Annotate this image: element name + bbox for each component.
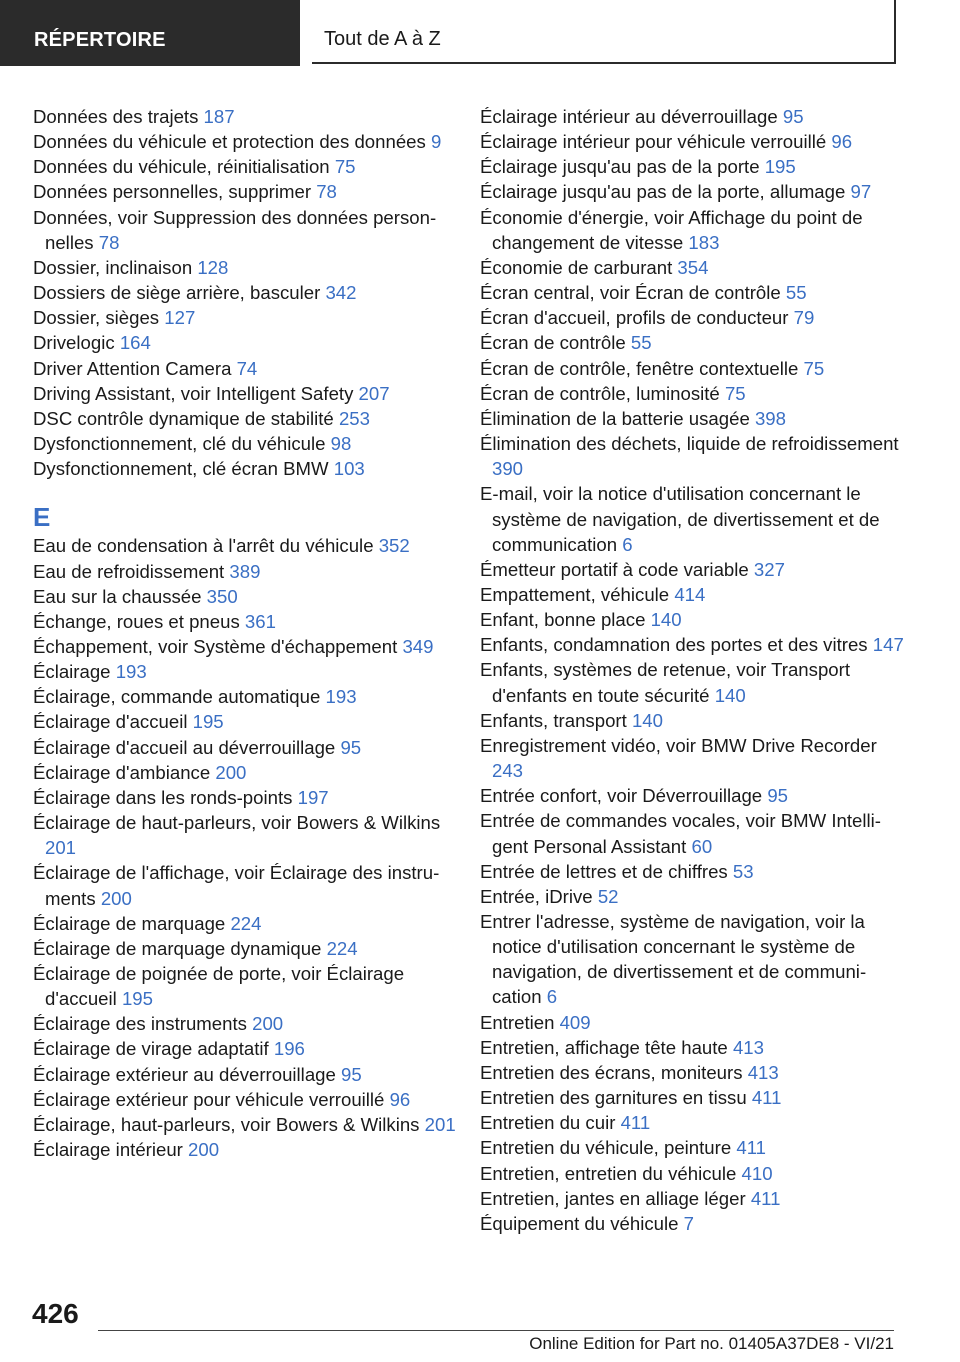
index-entry-text: Entrée confort, voir Déverrouillage bbox=[480, 785, 763, 807]
index-entry-text: Enfants, condamnation des portes et des vitres bbox=[480, 634, 868, 656]
index-entry bbox=[480, 406, 908, 431]
index-entry-page-link[interactable]: 98 bbox=[330, 433, 352, 455]
index-entry bbox=[33, 860, 461, 910]
index-entry-text: Éclairage jusqu'au pas de la porte bbox=[480, 156, 760, 178]
index-entry-page-link[interactable]: 193 bbox=[325, 686, 357, 708]
section-letter: E bbox=[33, 502, 51, 533]
index-entry-page-link[interactable]: 327 bbox=[753, 558, 785, 580]
index-entry bbox=[480, 305, 908, 330]
index-entry-page-link[interactable]: 55 bbox=[630, 332, 652, 354]
index-entry-page-link[interactable]: 164 bbox=[119, 332, 151, 354]
index-entry-page-link[interactable]: 140 bbox=[714, 684, 746, 706]
index-entry bbox=[480, 1010, 908, 1035]
index-entry-text: Éclairage intérieur au déverrouillage bbox=[480, 106, 778, 127]
index-entry-page-link[interactable]: 361 bbox=[244, 610, 276, 632]
index-entry-text: Entrer l'adresse, système de navigation, voir la notice d'utilisation concernant le système de navigation, de divertissement et de communication bbox=[480, 911, 867, 1008]
index-entry-page-link[interactable]: 354 bbox=[677, 256, 709, 278]
index-entry bbox=[480, 104, 908, 129]
index-entry-page-link[interactable]: 195 bbox=[121, 988, 153, 1010]
index-entry-text: Éclairage de marquage dynamique bbox=[33, 937, 322, 959]
index-entry bbox=[480, 1060, 908, 1085]
index-entry bbox=[480, 1085, 908, 1110]
index-entry bbox=[480, 255, 908, 280]
index-entry bbox=[33, 255, 461, 280]
index-entry-text: Élimination de la batterie usagée bbox=[480, 407, 750, 429]
index-entry bbox=[33, 659, 461, 684]
index-entry-page-link[interactable]: 183 bbox=[688, 231, 720, 253]
index-entry-page-link[interactable]: 342 bbox=[325, 282, 357, 304]
index-entry bbox=[480, 657, 908, 707]
index-entry bbox=[480, 1035, 908, 1060]
index-entry-text: Éclairage de haut-parleurs, voir Bowers & Wilkins bbox=[33, 812, 441, 834]
index-entry-text: Entretien, jantes en alliage léger bbox=[480, 1187, 746, 1209]
index-entry bbox=[480, 1135, 908, 1160]
index-entry bbox=[33, 735, 461, 760]
index-entry bbox=[480, 557, 908, 582]
index-entry-page-link[interactable]: 224 bbox=[230, 912, 262, 934]
index-entry-text: Entretien du cuir bbox=[480, 1112, 616, 1134]
index-entry-page-link[interactable]: 411 bbox=[736, 1137, 767, 1159]
index-entry bbox=[480, 909, 908, 1010]
index-column-left bbox=[33, 104, 461, 1162]
index-entry bbox=[33, 330, 461, 355]
index-entry-page-link[interactable]: 75 bbox=[334, 156, 356, 178]
index-entry-page-link[interactable]: 349 bbox=[402, 635, 434, 657]
index-entry bbox=[33, 1011, 461, 1036]
index-entry-text: Données des trajets bbox=[33, 106, 199, 127]
index-entry-page-link[interactable]: 197 bbox=[297, 786, 329, 808]
index-entry-text: Données personnelles, supprimer bbox=[33, 181, 312, 203]
index-entry-page-link[interactable]: 389 bbox=[229, 560, 261, 582]
index-entry-page-link[interactable]: 193 bbox=[115, 661, 147, 683]
index-entry bbox=[480, 708, 908, 733]
index-entry-page-link[interactable]: 74 bbox=[236, 357, 258, 379]
index-entry bbox=[33, 911, 461, 936]
index-entry bbox=[33, 760, 461, 785]
index-entry-page-link[interactable]: 103 bbox=[333, 458, 365, 480]
index-entry-page-link[interactable]: 52 bbox=[597, 885, 619, 907]
index-entry bbox=[480, 280, 908, 305]
index-entry bbox=[33, 709, 461, 734]
index-entry-text: Éclairage d'accueil au déverrouillage bbox=[33, 736, 336, 758]
index-entry bbox=[480, 381, 908, 406]
index-entry-text: Éclairage bbox=[33, 661, 111, 683]
index-entry bbox=[480, 1161, 908, 1186]
index-entry-page-link[interactable]: 147 bbox=[872, 634, 904, 656]
index-group-e bbox=[33, 533, 461, 1162]
index-entry-text: Éclairage, haut-parleurs, voir Bowers & Wilkins bbox=[33, 1113, 420, 1135]
index-entry bbox=[480, 1211, 908, 1236]
index-entry-text: Entretien des écrans, moniteurs bbox=[480, 1061, 743, 1083]
index-entry-text: Dysfonctionnement, clé du véhicule bbox=[33, 433, 326, 455]
index-entry-text: Éclairage de marquage bbox=[33, 912, 226, 934]
index-entry-page-link[interactable]: 200 bbox=[100, 887, 132, 909]
index-entry-text: Économie de carburant bbox=[480, 256, 673, 278]
index-entry-text: Driving Assistant, voir Intelligent Safety bbox=[33, 382, 354, 404]
index-entry-page-link[interactable]: 413 bbox=[732, 1036, 764, 1058]
index-entry bbox=[480, 431, 908, 481]
index-entry-text: Dysfonctionnement, clé écran BMW bbox=[33, 458, 329, 480]
index-entry bbox=[480, 154, 908, 179]
index-entry-page-link[interactable]: 75 bbox=[724, 382, 746, 404]
index-entry bbox=[480, 808, 908, 858]
index-entry-page-link[interactable]: 350 bbox=[206, 585, 238, 607]
index-entry-page-link[interactable]: 140 bbox=[631, 709, 663, 731]
index-entry-text: Entrée de lettres et de chiffres bbox=[480, 860, 728, 882]
index-entry-page-link[interactable]: 96 bbox=[831, 131, 853, 153]
index-entry-page-link[interactable]: 195 bbox=[764, 156, 796, 178]
index-entry-page-link[interactable]: 53 bbox=[732, 860, 754, 882]
index-column-right bbox=[480, 104, 908, 1236]
index-entry-text: Données du véhicule, réinitialisation bbox=[33, 156, 330, 178]
index-entry-text: Données, voir Suppression des données personnelles bbox=[33, 206, 437, 253]
index-entry-page-link[interactable]: 352 bbox=[378, 535, 410, 557]
index-entry-page-link[interactable]: 127 bbox=[164, 307, 196, 329]
index-entry-text: Drivelogic bbox=[33, 332, 115, 354]
index-entry-text: Éclairage intérieur pour véhicule verrouillé bbox=[480, 131, 827, 153]
index-entry-text: Échange, roues et pneus bbox=[33, 610, 240, 632]
index-entry bbox=[33, 280, 461, 305]
index-entry-text: Écran de contrôle bbox=[480, 332, 626, 354]
index-entry-page-link[interactable]: 201 bbox=[424, 1113, 456, 1135]
index-entry bbox=[33, 205, 461, 255]
index-entry bbox=[33, 356, 461, 381]
index-entry-page-link[interactable]: 196 bbox=[273, 1038, 305, 1060]
index-entry-page-link[interactable]: 75 bbox=[803, 357, 825, 379]
index-entry-page-link[interactable]: 200 bbox=[188, 1139, 220, 1161]
index-entry-text: Entretien du véhicule, peinture bbox=[480, 1137, 732, 1159]
index-entry bbox=[33, 1087, 461, 1112]
index-entry bbox=[480, 1110, 908, 1135]
index-entry-text: Données du véhicule et protection des données bbox=[33, 131, 426, 153]
index-entry-text: Éclairage d'accueil bbox=[33, 711, 188, 733]
index-entry bbox=[33, 961, 461, 1011]
index-entry-page-link[interactable]: 6 bbox=[622, 533, 633, 555]
index-entry-page-link[interactable]: 9 bbox=[430, 131, 442, 153]
index-entry-text: Écran central, voir Écran de contrôle bbox=[480, 282, 781, 304]
index-entry-text: Empattement, véhicule bbox=[480, 583, 670, 605]
page-number: 426 bbox=[32, 1298, 79, 1329]
index-entry bbox=[33, 154, 461, 179]
index-entry-page-link[interactable]: 97 bbox=[850, 181, 872, 203]
index-entry bbox=[33, 431, 461, 456]
index-entry-text: Élimination des déchets, liquide de refroidissement bbox=[480, 433, 899, 455]
index-entry bbox=[33, 609, 461, 634]
index-entry-page-link[interactable]: 78 bbox=[98, 231, 120, 253]
index-entry bbox=[33, 1062, 461, 1087]
index-entry bbox=[480, 179, 908, 204]
index-entry bbox=[33, 456, 461, 481]
index-entry bbox=[480, 733, 908, 783]
index-entry-text: Éclairage jusqu'au pas de la porte, allumage bbox=[480, 181, 846, 203]
index-entry-text: Écran d'accueil, profils de conducteur bbox=[480, 307, 789, 329]
index-entry-text: Éclairage des instruments bbox=[33, 1013, 247, 1035]
header-title-box bbox=[312, 0, 896, 64]
index-entry-text: Dossier, inclinaison bbox=[33, 256, 193, 278]
index-entry bbox=[33, 104, 461, 129]
index-entry-text: DSC contrôle dynamique de stabilité bbox=[33, 407, 334, 429]
index-entry bbox=[33, 406, 461, 431]
index-entry-page-link[interactable]: 409 bbox=[559, 1011, 591, 1033]
index-entry bbox=[480, 607, 908, 632]
index-entry-text: Eau de refroidissement bbox=[33, 560, 225, 582]
index-entry-text: Enfants, transport bbox=[480, 709, 627, 731]
section-tab: RÉPERTOIRE bbox=[0, 0, 300, 66]
index-entry-text: Dossier, sièges bbox=[33, 307, 160, 329]
index-entry-page-link[interactable]: 187 bbox=[203, 106, 235, 127]
footer-rule bbox=[98, 1330, 894, 1331]
index-entry-text: Éclairage extérieur pour véhicule verrouillé bbox=[33, 1088, 385, 1110]
index-entry-text: Éclairage de poignée de porte, voir Éclairage d'accueil bbox=[33, 963, 405, 1010]
index-entry bbox=[33, 1036, 461, 1061]
page-header bbox=[0, 0, 960, 66]
index-entry bbox=[33, 584, 461, 609]
index-entry-text: Enregistrement vidéo, voir BMW Drive Recorder bbox=[480, 734, 877, 756]
index-entry-page-link[interactable]: 398 bbox=[754, 407, 786, 429]
index-entry-page-link[interactable]: 78 bbox=[316, 181, 337, 203]
index-entry-text: Eau sur la chaussée bbox=[33, 585, 202, 607]
index-entry bbox=[480, 330, 908, 355]
index-entry-page-link[interactable]: 390 bbox=[492, 458, 524, 480]
index-entry-page-link[interactable]: 195 bbox=[192, 711, 224, 733]
index-entry-page-link[interactable]: 96 bbox=[389, 1088, 411, 1110]
index-entry-text: Éclairage d'ambiance bbox=[33, 761, 211, 783]
footer-edition: Online Edition for Part no. 01405A37DE8 - VI/21 bbox=[529, 1334, 894, 1353]
index-entry bbox=[480, 205, 908, 255]
index-entry bbox=[480, 884, 908, 909]
index-entry-page-link[interactable]: 410 bbox=[741, 1162, 773, 1184]
index-entry-page-link[interactable]: 95 bbox=[341, 1063, 362, 1085]
index-entry-page-link[interactable]: 413 bbox=[747, 1061, 779, 1083]
index-entry-text: Enfant, bonne place bbox=[480, 609, 646, 631]
index-entry-page-link[interactable]: 95 bbox=[782, 106, 804, 127]
index-entry-page-link[interactable]: 95 bbox=[767, 785, 788, 807]
index-entry bbox=[33, 634, 461, 659]
index-entry-page-link[interactable]: 60 bbox=[691, 835, 713, 857]
index-entry-page-link[interactable]: 95 bbox=[340, 736, 362, 758]
index-entry bbox=[33, 381, 461, 406]
index-entry-text: Éclairage de virage adaptatif bbox=[33, 1038, 269, 1060]
index-entry-page-link[interactable]: 411 bbox=[620, 1112, 651, 1134]
index-entry-page-link[interactable]: 79 bbox=[793, 307, 815, 329]
index-entry-text: Échappement, voir Système d'échappement bbox=[33, 635, 398, 657]
index-entry-text: Enfants, systèmes de retenue, voir Transport d'enfants en toute sécurité bbox=[480, 659, 850, 706]
index-entry bbox=[480, 481, 908, 556]
index-entry bbox=[33, 684, 461, 709]
index-entry bbox=[480, 582, 908, 607]
index-entry-text: Entretien bbox=[480, 1011, 555, 1033]
index-entry-text: Entretien, entretien du véhicule bbox=[480, 1162, 737, 1184]
index-entry-text: Éclairage de l'affichage, voir Éclairage des instruments bbox=[33, 862, 440, 909]
index-entry-page-link[interactable]: 7 bbox=[683, 1212, 694, 1234]
index-entry-page-link[interactable]: 207 bbox=[358, 382, 390, 404]
index-entry-text: Écran de contrôle, fenêtre contextuelle bbox=[480, 357, 799, 379]
index-entry-text: Entretien, affichage tête haute bbox=[480, 1036, 728, 1058]
index-entry-page-link[interactable]: 6 bbox=[546, 986, 558, 1008]
index-entry bbox=[33, 129, 461, 154]
index-entry bbox=[33, 810, 461, 860]
index-entry bbox=[33, 785, 461, 810]
index-entry-page-link[interactable]: 224 bbox=[326, 937, 358, 959]
index-entry bbox=[480, 632, 908, 657]
index-entry bbox=[480, 129, 908, 154]
index-entry bbox=[480, 859, 908, 884]
index-entry bbox=[33, 936, 461, 961]
index-entry bbox=[33, 179, 461, 204]
index-entry-text: Eau de condensation à l'arrêt du véhicule bbox=[33, 535, 374, 557]
index-entry-page-link[interactable]: 411 bbox=[751, 1087, 782, 1109]
index-entry-page-link[interactable]: 414 bbox=[674, 583, 706, 605]
index-group-d bbox=[33, 104, 461, 481]
index-entry-text: Entretien des garnitures en tissu bbox=[480, 1087, 747, 1109]
index-entry bbox=[33, 1112, 461, 1137]
index-entry-text: Dossiers de siège arrière, basculer bbox=[33, 282, 321, 304]
index-entry-text: Entrée de commandes vocales, voir BMW Intelligent Personal Assistant bbox=[480, 810, 881, 857]
index-entry-page-link[interactable]: 253 bbox=[338, 407, 370, 429]
index-entry-text: Équipement du véhicule bbox=[480, 1212, 679, 1234]
index-entry-page-link[interactable]: 200 bbox=[252, 1013, 284, 1035]
index-entry-text: Économie d'énergie, voir Affichage du point de changement de vitesse bbox=[480, 206, 863, 253]
index-entry-text: Émetteur portatif à code variable bbox=[480, 558, 749, 580]
index-entry bbox=[33, 533, 461, 558]
header-title: Tout de A à Z bbox=[324, 28, 441, 50]
index-entry-page-link[interactable]: 55 bbox=[785, 282, 807, 304]
index-entry bbox=[33, 305, 461, 330]
index-entry bbox=[33, 1137, 461, 1162]
index-entry-text: Éclairage, commande automatique bbox=[33, 686, 321, 708]
index-entry-text: Entrée, iDrive bbox=[480, 885, 593, 907]
index-entry-page-link[interactable]: 128 bbox=[197, 256, 229, 278]
index-group-e-continued bbox=[480, 104, 908, 1236]
index-entry bbox=[480, 1186, 908, 1211]
index-entry-text: Éclairage intérieur bbox=[33, 1139, 183, 1161]
index-entry-text: Écran de contrôle, luminosité bbox=[480, 382, 720, 404]
index-entry-page-link[interactable]: 201 bbox=[45, 837, 77, 859]
index-entry-text: Éclairage dans les ronds-points bbox=[33, 786, 293, 808]
index-entry-text: E-mail, voir la notice d'utilisation concernant le système de navigation, de divertissement et de communication bbox=[480, 483, 880, 555]
index-entry bbox=[480, 783, 908, 808]
index-entry-page-link[interactable]: 140 bbox=[650, 609, 682, 631]
index-entry-text: Éclairage extérieur au déverrouillage bbox=[33, 1063, 336, 1085]
index-entry bbox=[480, 356, 908, 381]
index-entry-page-link[interactable]: 243 bbox=[492, 760, 524, 782]
index-entry-page-link[interactable]: 411 bbox=[750, 1187, 781, 1209]
index-entry bbox=[33, 559, 461, 584]
index-entry-page-link[interactable]: 200 bbox=[215, 761, 247, 783]
index-entry-text: Driver Attention Camera bbox=[33, 357, 232, 379]
